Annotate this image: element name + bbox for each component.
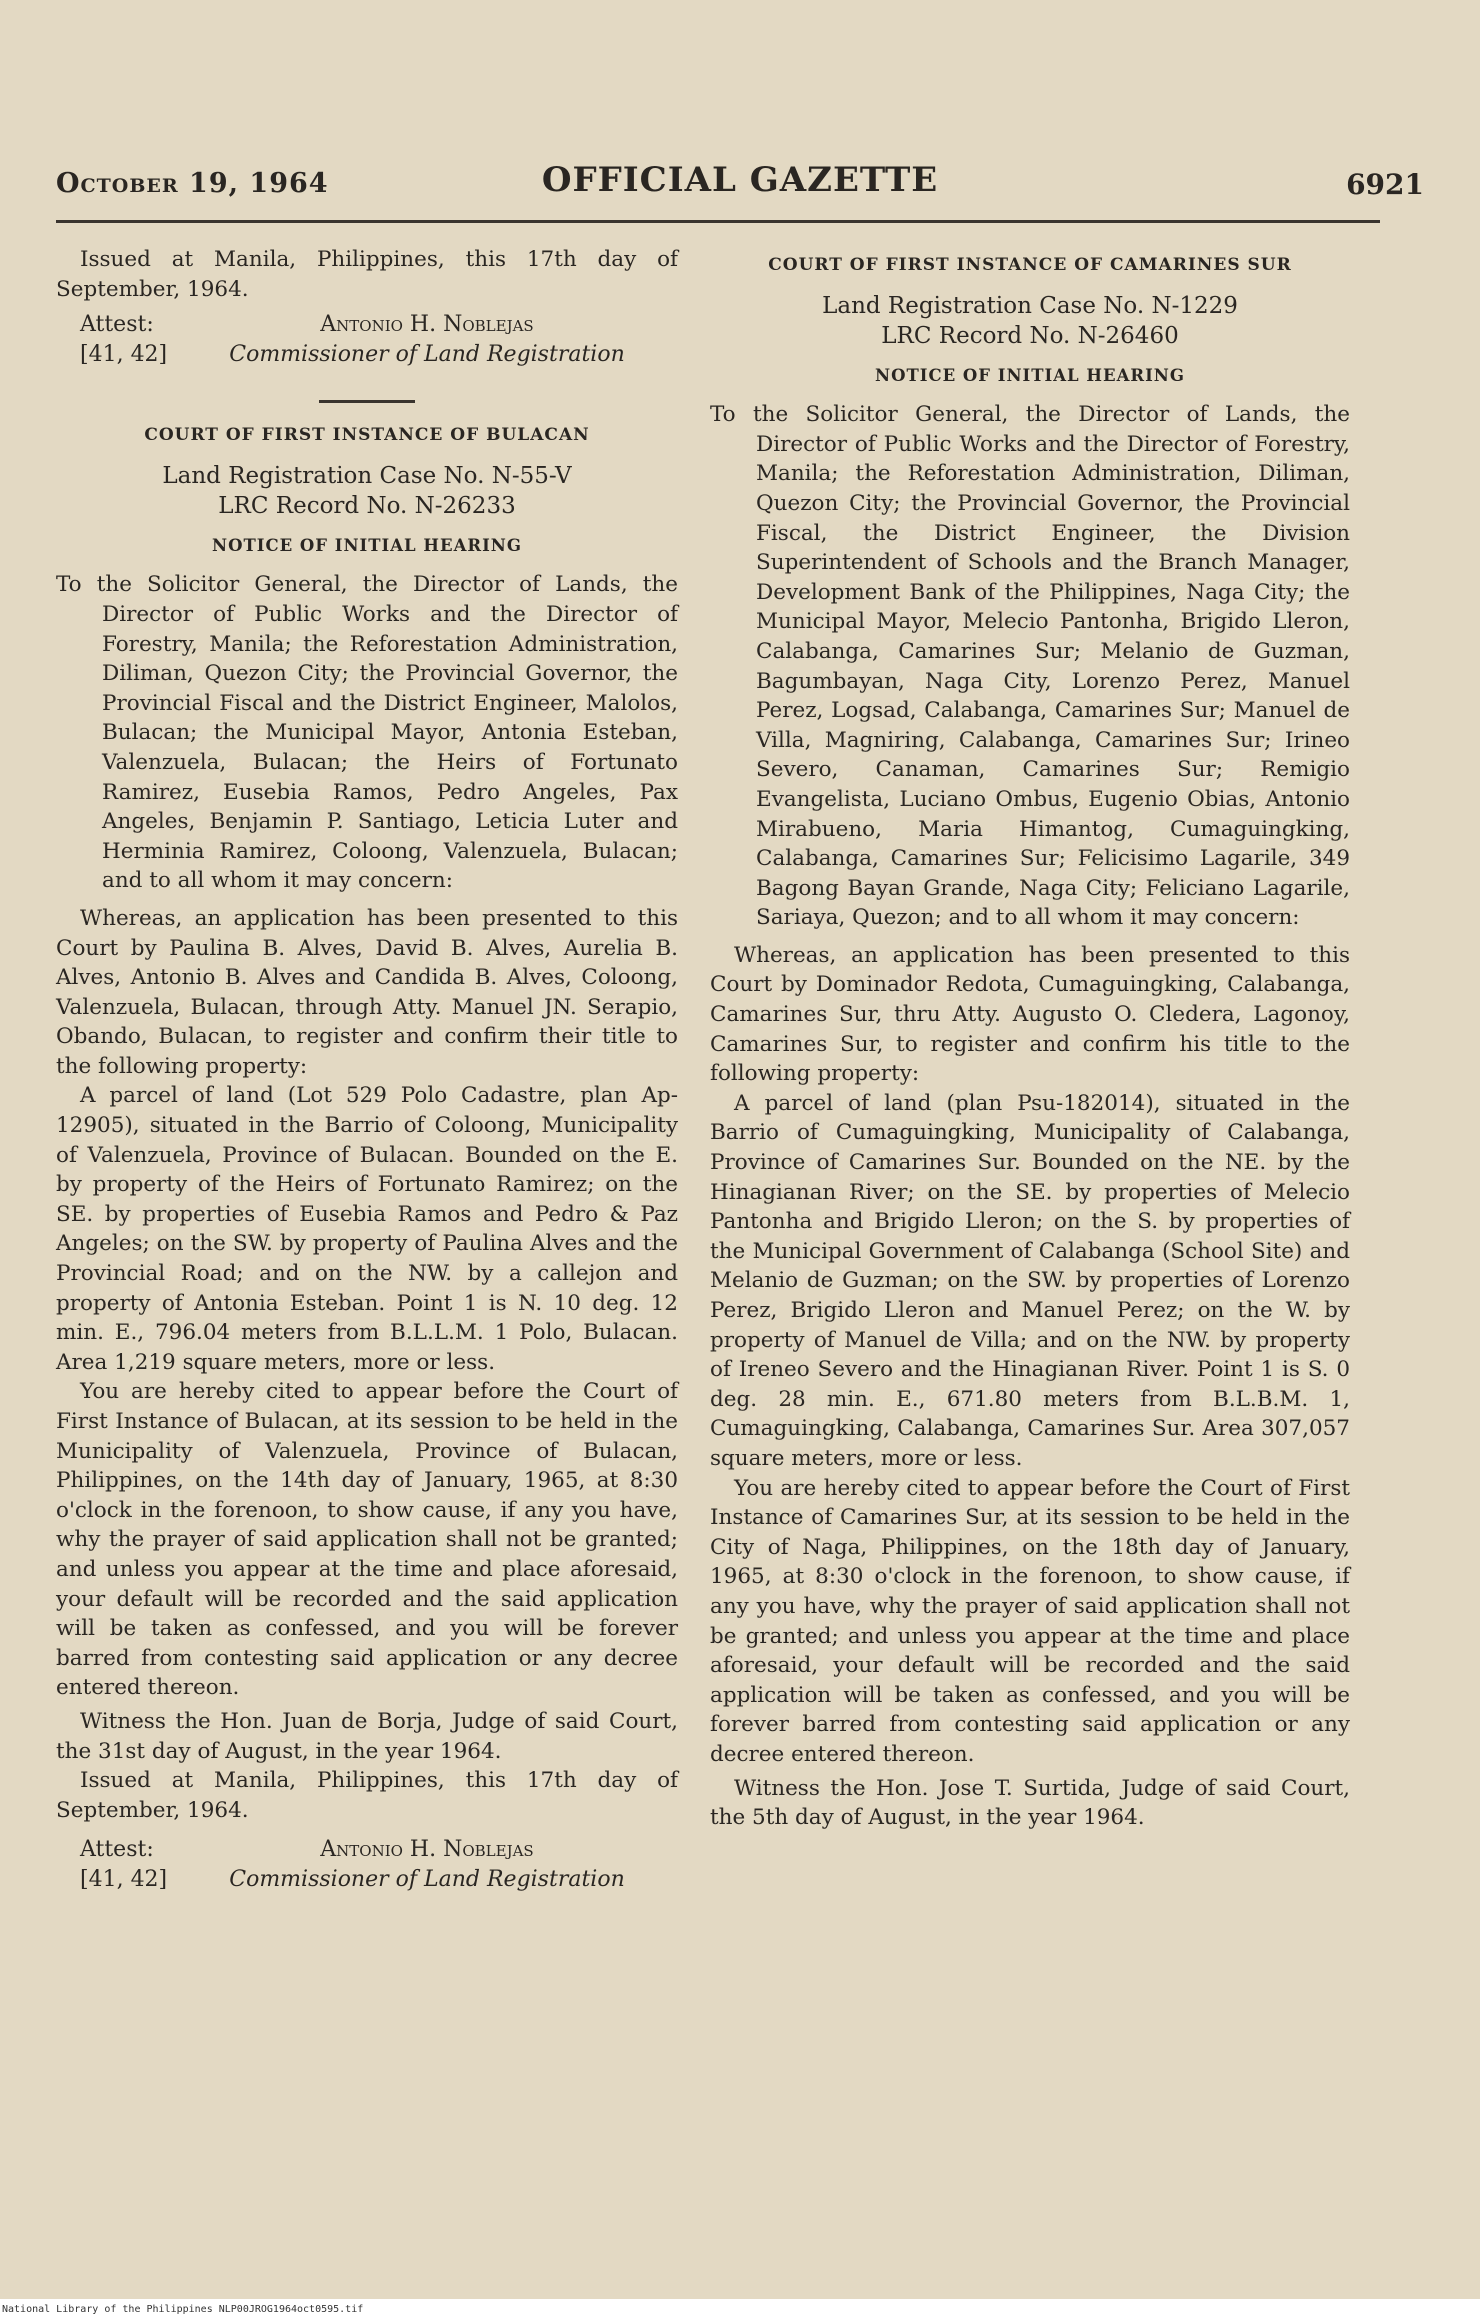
whereas-paragraph: Whereas, an application has been presented to this Court by Dominador Redota, Cumaguingking, Calabanga, Camarines Sur, thru Atty. Augusto O. Cledera, Lagonoy, Camarines Sur, to register and confirm his title to the following property: bbox=[710, 942, 1350, 1087]
page-header bbox=[56, 160, 1424, 208]
attest-title: Commissioner of Land Registration bbox=[229, 1867, 625, 1893]
notice-heading: NOTICE OF INITIAL HEARING bbox=[875, 365, 1185, 385]
issued-statement-top: Issued at Manila, Philippines, this 17th day of September, 1964. bbox=[56, 247, 678, 302]
witness-paragraph: Witness the Hon. Juan de Borja, Judge of said Court, the 31st day of August, in the year 1964. bbox=[56, 1708, 678, 1764]
header-date: October 19, 1964 bbox=[56, 168, 329, 199]
whereas-paragraph: Whereas, an application has been presented to this Court by Paulina B. Alves, David B. Alves, Aurelia B. Alves, Antonio B. Alves and Candida B. Alves, Coloong, Valenzuela, Bulacan, through Atty. Manuel JN. Serapio, Obando, Bulacan, to register and confirm their title to the following property: bbox=[56, 905, 678, 1079]
header-rule bbox=[56, 220, 1380, 223]
notice-heading: NOTICE OF INITIAL HEARING bbox=[212, 535, 522, 555]
attest-name: Antonio H. Noblejas bbox=[320, 312, 534, 338]
parcel-description: A parcel of land (Lot 529 Polo Cadastre, plan Ap-12905), situated in the Barrio of Coloong, Municipality of Valenzuela, Province of Bulacan. Bounded on the E. by property of the Heirs of Fortunato Ramirez; on the SE. by properties of Eusebia Ramos and Pedro & Paz Angeles; on the SW. by property of Paulina Alves and the Provincial Road; and on the NW. by a callejon and property of Antonia Esteban. Point 1 is N. 10 deg. 12 min. E., 796.04 meters from B.L.L.M. 1 Polo, Bulacan. Area 1,219 square meters, more or less. bbox=[56, 1083, 678, 1375]
addressees: To the Solicitor General, the Director of Lands, the Director of Public Works and the Director of Forestry, Manila; the Reforestation Administration, Diliman, Quezon City; the Provincial Governor, the Provincial Fiscal, the District Engineer, the Division Superintendent of Schools and the Branch Manager, Development Bank of the Philippines, Naga City; the Municipal Mayor, Melecio Pantonha, Brigido Lleron, Calabanga, Camarines Sur; Melanio de Guzman, Bagumbayan, Naga City, Lorenzo Perez, Manuel Perez, Logsad, Calabanga, Camarines Sur; Manuel de Villa, Magniring, Calabanga, Camarines Sur; Irineo Severo, Canaman, Camarines Sur; Remigio Evangelista, Luciano Ombus, Eugenio Obias, Antonio Mirabueno, Maria Himantog, Cumaguingking, Calabanga, Camarines Sur; Felicisimo Lagarile, 349 Bagong Bayan Grande, Naga City; Feliciano Lagarile, Sariaya, Quezon; and to all whom it may concern: bbox=[710, 402, 1350, 931]
header-page-number: 6921 bbox=[1346, 168, 1424, 201]
lrc-record-number: LRC Record No. N-26233 bbox=[218, 492, 516, 519]
right-column bbox=[710, 245, 1350, 1833]
case-number: Land Registration Case No. N-55-V bbox=[162, 462, 572, 489]
attestation-top bbox=[56, 310, 678, 370]
left-column bbox=[56, 245, 678, 1895]
court-name: COURT OF FIRST INSTANCE OF CAMARINES SUR bbox=[768, 255, 1292, 275]
attest-label: Attest: bbox=[80, 312, 154, 338]
scan-footer: National Library of the Philippines NLP00JROG1964oct0595.tif bbox=[0, 2299, 1480, 2321]
attest-title: Commissioner of Land Registration bbox=[229, 342, 625, 368]
attest-refs: [41, 42] bbox=[80, 1867, 168, 1893]
citation-paragraph: You are hereby cited to appear before the Court of First Instance of Camarines Sur, at its session to be held in the City of Naga, Philippines, on the 18th day of January, 1965, at 8:30 o'clock in the forenoon, to show cause, if any you have, why the prayer of said application shall not be granted; and unless you appear at the time and place aforesaid, your default will be recorded and the said application will be taken as confessed, and you will be forever barred from contesting said application or any decree entered thereon. bbox=[710, 1475, 1350, 1767]
section-separator bbox=[319, 400, 415, 403]
citation-paragraph: You are hereby cited to appear before the Court of First Instance of Bulacan, at its session to be held in the Municipality of Valenzuela, Province of Bulacan, Philippines, on the 14th day of January, 1965, at 8:30 o'clock in the forenoon, to show cause, if any you have, why the prayer of said application shall not be granted; and unless you appear at the time and place aforesaid, your default will be recorded and the said application will be taken as confessed, and you will be forever barred from contesting said application or any decree entered thereon. bbox=[56, 1379, 678, 1701]
attestation-bottom bbox=[56, 1835, 678, 1895]
case-number: Land Registration Case No. N-1229 bbox=[822, 292, 1238, 319]
parcel-description: A parcel of land (plan Psu-182014), situated in the Barrio of Cumaguingking, Municipality of Calabanga, Province of Camarines Sur. Bounded on the NE. by the Hinagianan River; on the SE. by properties of Melecio Pantonha and Brigido Lleron; on the S. by properties of the Municipal Government of Calabanga (School Site) and Melanio de Guzman; on the SW. by properties of Lorenzo Perez, Brigido Lleron and Manuel Perez; on the W. by property of Manuel de Villa; and on the NW. by property of Ireneo Severo and the Hinagianan River. Point 1 is S. 0 deg. 28 min. E., 671.80 meters from B.L.B.M. 1, Cumaguingking, Calabanga, Camarines Sur. Area 307,057 square meters, more or less. bbox=[710, 1090, 1350, 1471]
header-publication-title: OFFICIAL GAZETTE bbox=[541, 160, 939, 200]
attest-name: Antonio H. Noblejas bbox=[320, 1837, 534, 1863]
witness-paragraph: Witness the Hon. Jose T. Surtida, Judge of said Court, the 5th day of August, in the year 1964. bbox=[710, 1775, 1350, 1831]
issued-statement-bottom: Issued at Manila, Philippines, this 17th day of September, 1964. bbox=[56, 1768, 678, 1823]
lrc-record-number: LRC Record No. N-26460 bbox=[881, 322, 1179, 349]
attest-refs: [41, 42] bbox=[80, 342, 168, 368]
addressees: To the Solicitor General, the Director of Lands, the Director of Public Works and the Director of Forestry, Manila; the Reforestation Administration, Diliman, Quezon City; the Provincial Governor, the Provincial Fiscal and the District Engineer, Malolos, Bulacan; the Municipal Mayor, Antonia Esteban, Valenzuela, Bulacan; the Heirs of Fortunato Ramirez, Eusebia Ramos, Pedro Angeles, Pax Angeles, Benjamin P. Santiago, Leticia Luter and Herminia Ramirez, Coloong, Valenzuela, Bulacan; and to all whom it may concern: bbox=[56, 572, 678, 894]
court-name: COURT OF FIRST INSTANCE OF BULACAN bbox=[144, 425, 590, 446]
attest-label: Attest: bbox=[80, 1837, 154, 1863]
